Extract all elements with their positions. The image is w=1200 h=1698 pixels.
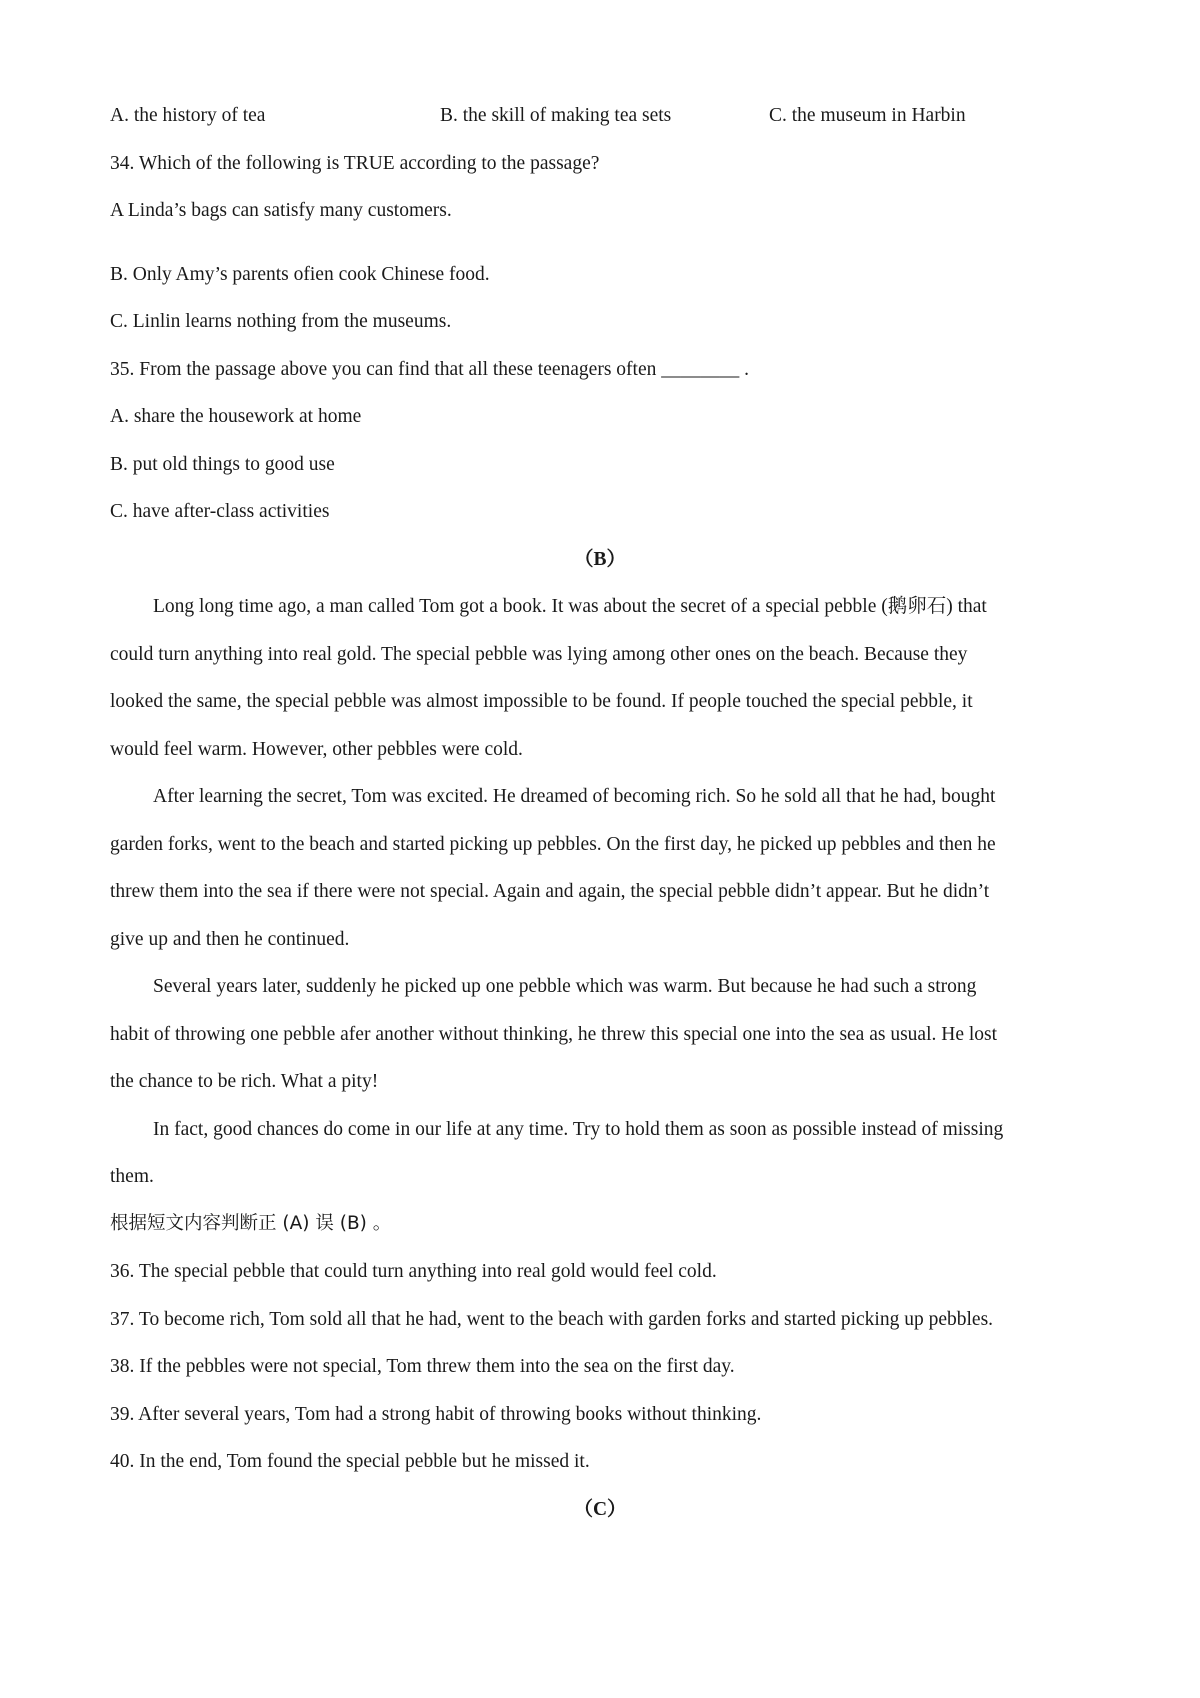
q33-option-b: B. the skill of making tea sets — [440, 105, 672, 126]
statement-40: 40. In the end, Tom found the special pebble but he missed it. — [110, 1451, 590, 1472]
judgement-instruction: 根据短文内容判断正 (A) 误 (B) 。 — [110, 1213, 392, 1234]
q34-option-a: A Linda’s bags can satisfy many customers. — [110, 200, 452, 221]
paragraph-2-line: After learning the secret, Tom was excited. He dreamed of becoming rich. So he sold all that he had, bought — [153, 786, 996, 807]
section-b-heading: （B） — [573, 549, 626, 570]
paragraph-4-line: them. — [110, 1166, 154, 1187]
paragraph-2-line: threw them into the sea if there were not special. Again and again, the special pebble didn’t appear. But he didn’t — [110, 881, 990, 902]
paragraph-4-line: In fact, good chances do come in our life at any time. Try to hold them as soon as possible instead of missing — [153, 1119, 1004, 1140]
q34-option-c: C. Linlin learns nothing from the museums. — [110, 311, 452, 332]
paragraph-1-line: Long long time ago, a man called Tom got a book. It was about the secret of a special pebble (鹅卵石) that — [153, 596, 987, 617]
statement-39: 39. After several years, Tom had a strong habit of throwing books without thinking. — [110, 1404, 762, 1425]
statement-36: 36. The special pebble that could turn anything into real gold would feel cold. — [110, 1261, 717, 1282]
q35-option-b: B. put old things to good use — [110, 454, 335, 475]
paragraph-2-line: give up and then he continued. — [110, 929, 350, 950]
paragraph-1-line: would feel warm. However, other pebbles were cold. — [110, 739, 523, 760]
paragraph-1-line: could turn anything into real gold. The special pebble was lying among other ones on the beach. Because they — [110, 644, 968, 665]
q35-option-c: C. have after-class activities — [110, 501, 330, 522]
paragraph-3-line: the chance to be rich. What a pity! — [110, 1071, 379, 1092]
paragraph-1-line: looked the same, the special pebble was almost impossible to be found. If people touched the special pebble, it — [110, 691, 973, 712]
q35-stem: 35. From the passage above you can find that all these teenagers often ________ . — [110, 359, 749, 380]
paragraph-3-line: habit of throwing one pebble afer another without thinking, he threw this special one into the sea as usual. He lost — [110, 1024, 998, 1045]
q35-option-a: A. share the housework at home — [110, 406, 362, 427]
q34-option-b: B. Only Amy’s parents ofien cook Chinese food. — [110, 264, 490, 285]
q33-option-a: A. the history of tea — [110, 105, 266, 126]
paragraph-2-line: garden forks, went to the beach and started picking up pebbles. On the first day, he picked up pebbles and then he — [110, 834, 996, 855]
q33-option-c: C. the museum in Harbin — [769, 105, 966, 126]
statement-37: 37. To become rich, Tom sold all that he had, went to the beach with garden forks and started picking up pebbles. — [110, 1309, 994, 1330]
section-c-heading: （C） — [573, 1499, 627, 1520]
q34-stem: 34. Which of the following is TRUE according to the passage? — [110, 153, 600, 174]
paragraph-3-line: Several years later, suddenly he picked up one pebble which was warm. But because he had such a strong — [153, 976, 977, 997]
statement-38: 38. If the pebbles were not special, Tom threw them into the sea on the first day. — [110, 1356, 735, 1377]
